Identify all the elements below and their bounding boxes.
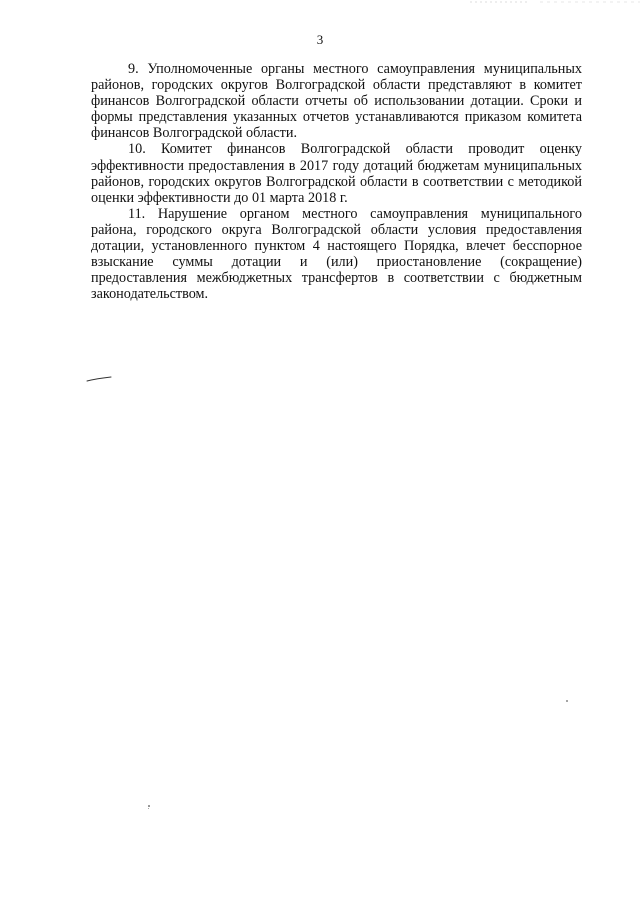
scan-speck [566, 700, 568, 702]
scan-speck [148, 805, 150, 807]
document-body [91, 61, 582, 302]
page-number: 3 [316, 32, 324, 47]
paragraph-9: 9. Уполномоченные органы местного самоуправления муниципальных районов, городских округов Волгоградской области представляют в комитет финансов Волгоградской области отчеты об использовании дотации. Сроки и формы представления указанных отчетов устанавливаются приказом комитета финансов Волгоградской области. [91, 61, 582, 142]
pen-stroke-mark [86, 376, 112, 382]
scan-edge-marks [470, 0, 640, 4]
paragraph-11: 11. Нарушение органом местного самоуправления муниципального района, городского округа Волгоградской области условия предоставления дотации, установленного пунктом 4 настоящего Порядка, влечет бесспорное взыскание суммы дотации и (или) приостановление (сокращение) предоставления межбюджетных трансфертов в соответствии с бюджетным законодательством. [91, 205, 582, 303]
paragraph-10: 10. Комитет финансов Волгоградской области проводит оценку эффективности предоставления в 2017 году дотаций бюджетам муниципальных районов, городских округов Волгоградской области в соответствии с методикой оценки эффективности до 01 марта 2018 г. [91, 141, 582, 206]
scan-speck [148, 808, 149, 809]
